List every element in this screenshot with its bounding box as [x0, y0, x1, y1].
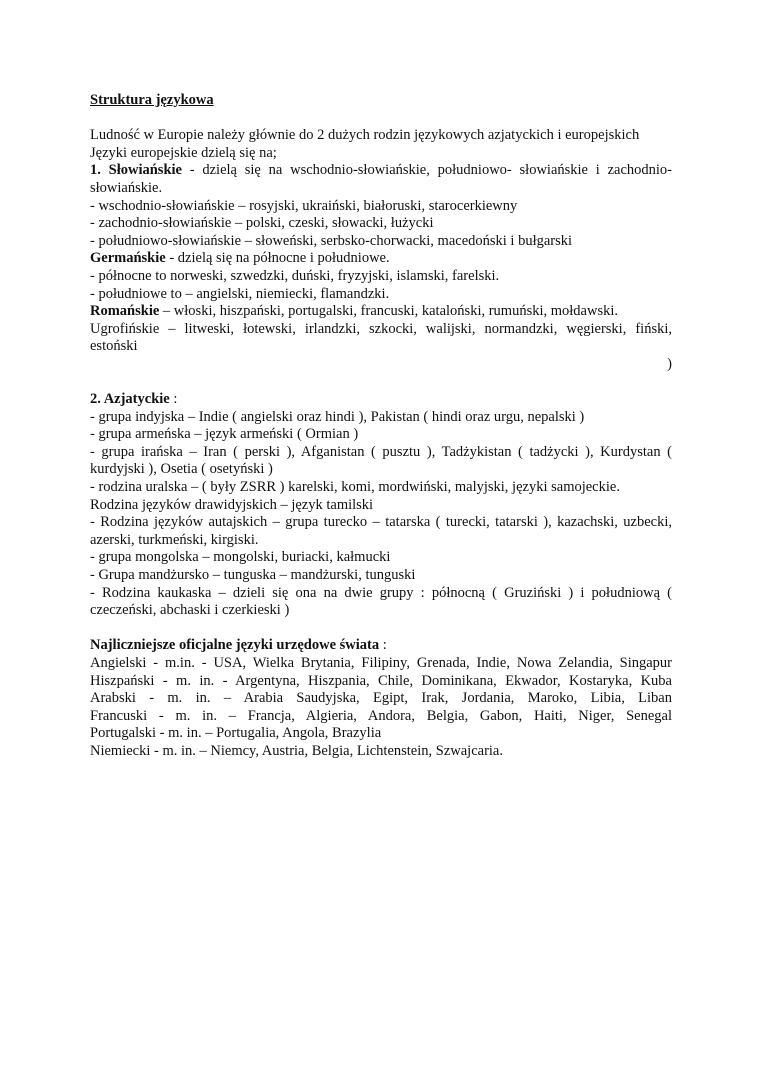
slavic-heading: 1. Słowiańskie [90, 162, 182, 179]
slavic-heading-line [90, 162, 672, 197]
ugrofinnic-closing: ) [667, 355, 672, 372]
germanic-item: - południowe to – angielski, niemiecki, flamandzki. [90, 285, 390, 302]
germanic-item: - północne to norweski, szwedzki, duński, fryzyjski, islamski, farelski. [90, 267, 500, 284]
asian-heading: 2. Azjatyckie [90, 391, 170, 408]
asian-item: - Rodzina kaukaska – dzieli się ona na dwie grupy : północną ( Gruziński ) i południową ( czeczeński, abchaski i czerkieski ) [90, 584, 672, 619]
asian-item: Rodzina języków drawidyjskich – język tamilski [90, 496, 374, 513]
official-heading-suffix: : [379, 637, 387, 654]
spacer [90, 374, 672, 392]
asian-item: - Rodzina języków autajskich – grupa turecko – tatarska ( turecki, tatarski ), kazachski, uzbecki, azerski, turkmeński, kirgiski. [90, 514, 672, 548]
slavic-item: - wschodnio-słowiańskie – rosyjski, ukraiński, białoruski, starocerkiewny [90, 197, 518, 214]
asian-heading-line [90, 391, 672, 409]
germanic-description: - dzielą się na północne i południowe. [165, 250, 390, 267]
asian-heading-suffix: : [169, 391, 178, 408]
official-item: Francuski - m. in. – Francja, Algieria, Andora, Belgia, Gabon, Haiti, Niger, Senegal [90, 707, 672, 724]
intro-paragraph: Ludność w Europie należy głównie do 2 dużych rodzin językowych azjatyckich i europejskich [90, 127, 640, 144]
slavic-description: - dzielą się na wschodnio-słowiańskie, południowo- słowiańskie i zachodnio-słowiańskie. [90, 162, 672, 196]
asian-item: - grupa irańska – Iran ( perski ), Afganistan ( pusztu ), Tadżykistan ( tadżycki ), Kurdystan ( kurdyjski ), Osetia ( osetyński ) [90, 443, 672, 478]
spacer [90, 110, 672, 128]
asian-item: - grupa indyjska – Indie ( angielski oraz hindi ), Pakistan ( hindi oraz urgu, nepalski ) [90, 408, 585, 425]
asian-item: - rodzina uralska – ( były ZSRR ) karelski, komi, mordwiński, malyjski, języki samojeckie. [90, 479, 620, 496]
asian-item: - grupa armeńska – język armeński ( Ormian ) [90, 426, 359, 443]
document-page [90, 92, 672, 761]
official-item: Niemiecki - m. in. – Niemcy, Austria, Belgia, Lichtenstein, Szwajcaria. [90, 742, 503, 759]
official-heading-line [90, 637, 672, 655]
spacer [90, 620, 672, 638]
asian-item: - grupa mongolska – mongolski, buriacki, kałmucki [90, 549, 391, 566]
official-heading: Najliczniejsze oficjalne języki urzędowe świata [90, 637, 380, 654]
germanic-heading-line [90, 250, 672, 268]
official-item: Hiszpański - m. in. - Argentyna, Hiszpania, Chile, Dominikana, Ekwador, Kostaryka, Kuba [90, 672, 672, 689]
slavic-item: - zachodnio-słowiańskie – polski, czeski, słowacki, łużycki [90, 215, 434, 232]
asian-item: - Grupa mandżursko – tunguska – mandżurski, tunguski [90, 567, 416, 584]
germanic-heading: Germańskie [90, 250, 166, 267]
romance-heading: Romańskie [90, 303, 160, 320]
document-title: Struktura językowa [90, 92, 214, 108]
slavic-item: - południowo-słowiańskie – słoweński, serbsko-chorwacki, macedoński i bułgarski [90, 232, 573, 249]
intro-line: Języki europejskie dzielą się na; [90, 144, 277, 161]
official-item: Angielski - m.in. - USA, Wielka Brytania, Filipiny, Grenada, Indie, Nowa Zelandia, Singapur [90, 655, 672, 671]
romance-line [90, 303, 672, 321]
official-item: Arabski - m. in. – Arabia Saudyjska, Egipt, Irak, Jordania, Maroko, Libia, Liban [90, 690, 672, 707]
ugrofinnic-paragraph: Ugrofińskie – litweski, łotewski, irlandzki, szkocki, walijski, normandzki, węgierski, fiński, estoński [90, 320, 672, 355]
romance-description: – włoski, hiszpański, portugalski, francuski, kataloński, rumuński, mołdawski. [159, 303, 619, 320]
official-item: Portugalski - m. in. – Portugalia, Angola, Brazylia [90, 725, 382, 742]
